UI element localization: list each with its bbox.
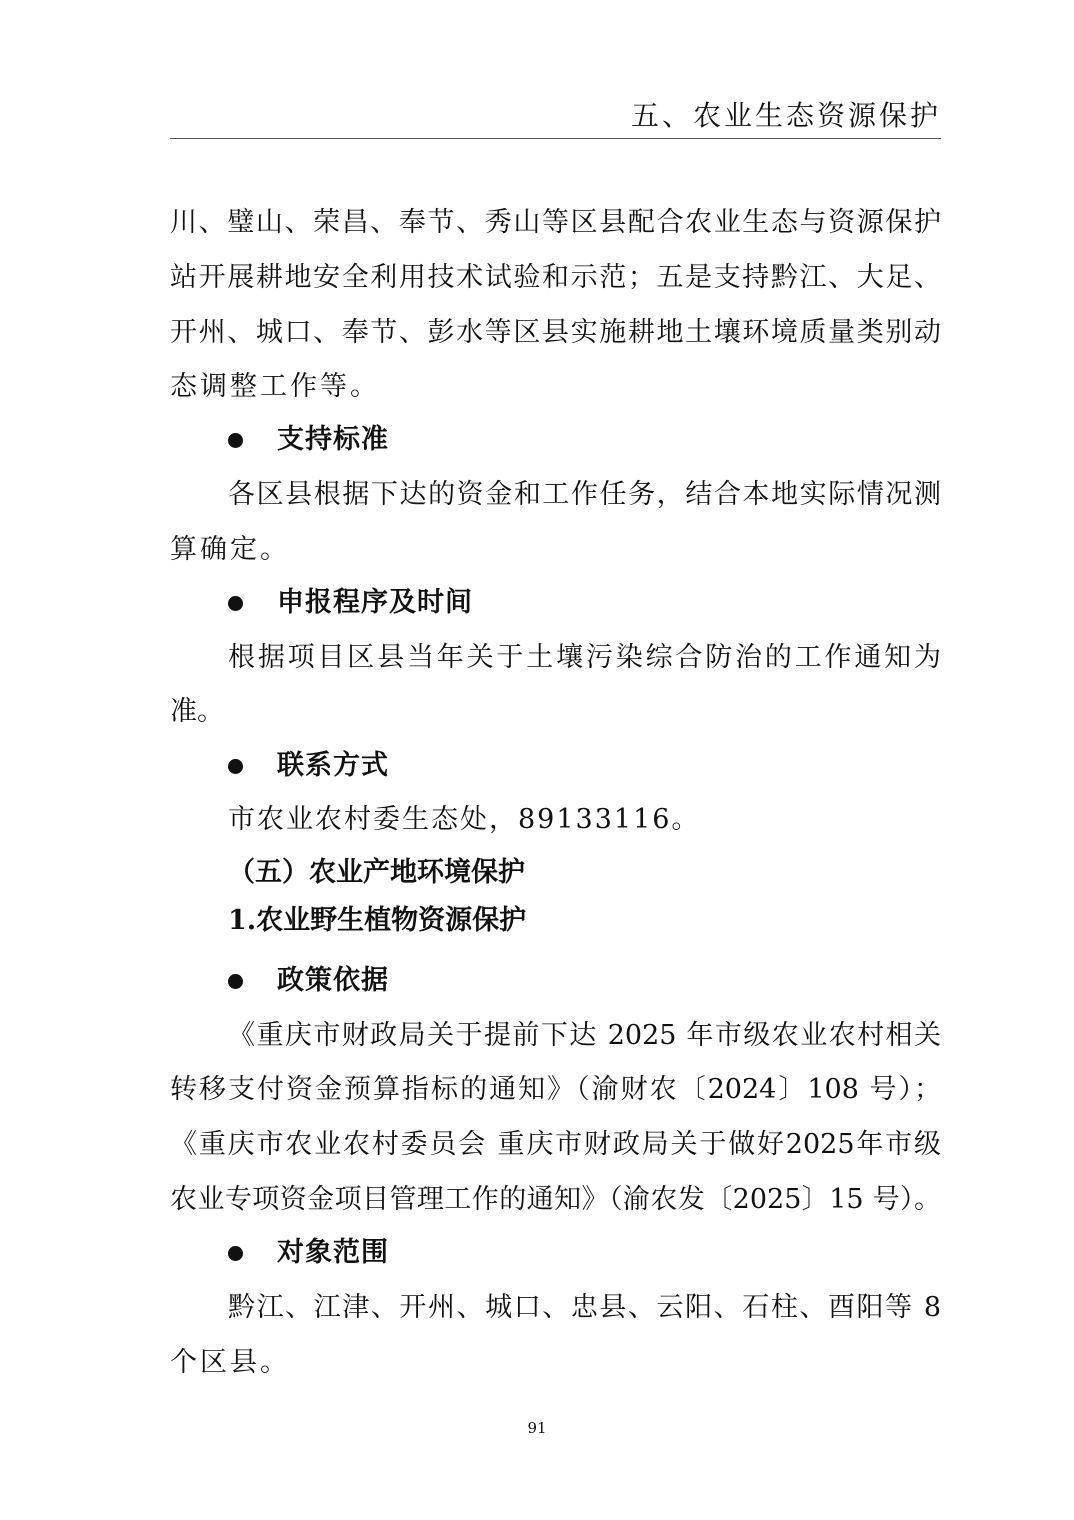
policy-basis-line-3: 《重庆市农业农村委员会 重庆市财政局关于做好2025年市级	[170, 1129, 941, 1160]
intro-line-2: 站开展耕地安全利用技术试验和示范；五是支持黔江、大足、	[170, 262, 941, 293]
bullet-icon	[228, 596, 243, 611]
bullet-icon	[228, 433, 243, 448]
intro-line-1: 川、璧山、荣昌、奉节、秀山等区县配合农业生态与资源保护	[170, 207, 941, 238]
application-heading-text: 申报程序及时间	[277, 587, 473, 618]
bullet-icon	[228, 974, 243, 989]
policy-basis-line-4: 农业专项资金项目管理工作的通知》（渝农发〔2025〕15 号）。	[170, 1184, 941, 1215]
application-line-1: 根据项目区县当年关于土壤污染综合防治的工作通知为	[228, 642, 941, 673]
intro-line-3: 开州、城口、奉节、彭水等区县实施耕地土壤环境质量类别动	[170, 317, 941, 348]
scope-heading	[228, 1233, 389, 1273]
subsection-heading: 1.农业野生植物资源保护	[228, 905, 527, 936]
contact-heading-text: 联系方式	[277, 750, 389, 781]
scope-line-2: 个区县。	[170, 1347, 290, 1378]
support-standard-heading-text: 支持标准	[277, 424, 389, 455]
policy-basis-heading	[228, 961, 389, 1001]
policy-basis-line-1: 《重庆市财政局关于提前下达 2025 年市级农业农村相关	[228, 1020, 941, 1051]
application-heading	[228, 583, 473, 623]
contact-text: 市农业农村委生态处，89133116。	[228, 804, 701, 835]
section-heading: （五）农业产地环境保护	[228, 857, 525, 888]
intro-line-4: 态调整工作等。	[170, 371, 380, 402]
support-standard-heading	[228, 420, 389, 460]
contact-heading	[228, 746, 389, 786]
support-standard-line-1: 各区县根据下达的资金和工作任务，结合本地实际情况测	[228, 479, 941, 510]
scope-heading-text: 对象范围	[277, 1237, 389, 1268]
policy-basis-line-2: 转移支付资金预算指标的通知》（渝财农〔2024〕108 号）；	[170, 1074, 941, 1105]
running-header-title: 五、农业生态资源保护	[630, 99, 941, 132]
application-line-2: 准。	[170, 696, 224, 727]
header-divider	[170, 138, 941, 139]
bullet-icon	[228, 759, 243, 774]
scope-line-1: 黔江、江津、开州、城口、忠县、云阳、石柱、酉阳等 8	[228, 1292, 941, 1323]
support-standard-line-2: 算确定。	[170, 534, 290, 565]
policy-basis-heading-text: 政策依据	[277, 965, 389, 996]
page-number: 91	[527, 1419, 547, 1437]
bullet-icon	[228, 1246, 243, 1261]
